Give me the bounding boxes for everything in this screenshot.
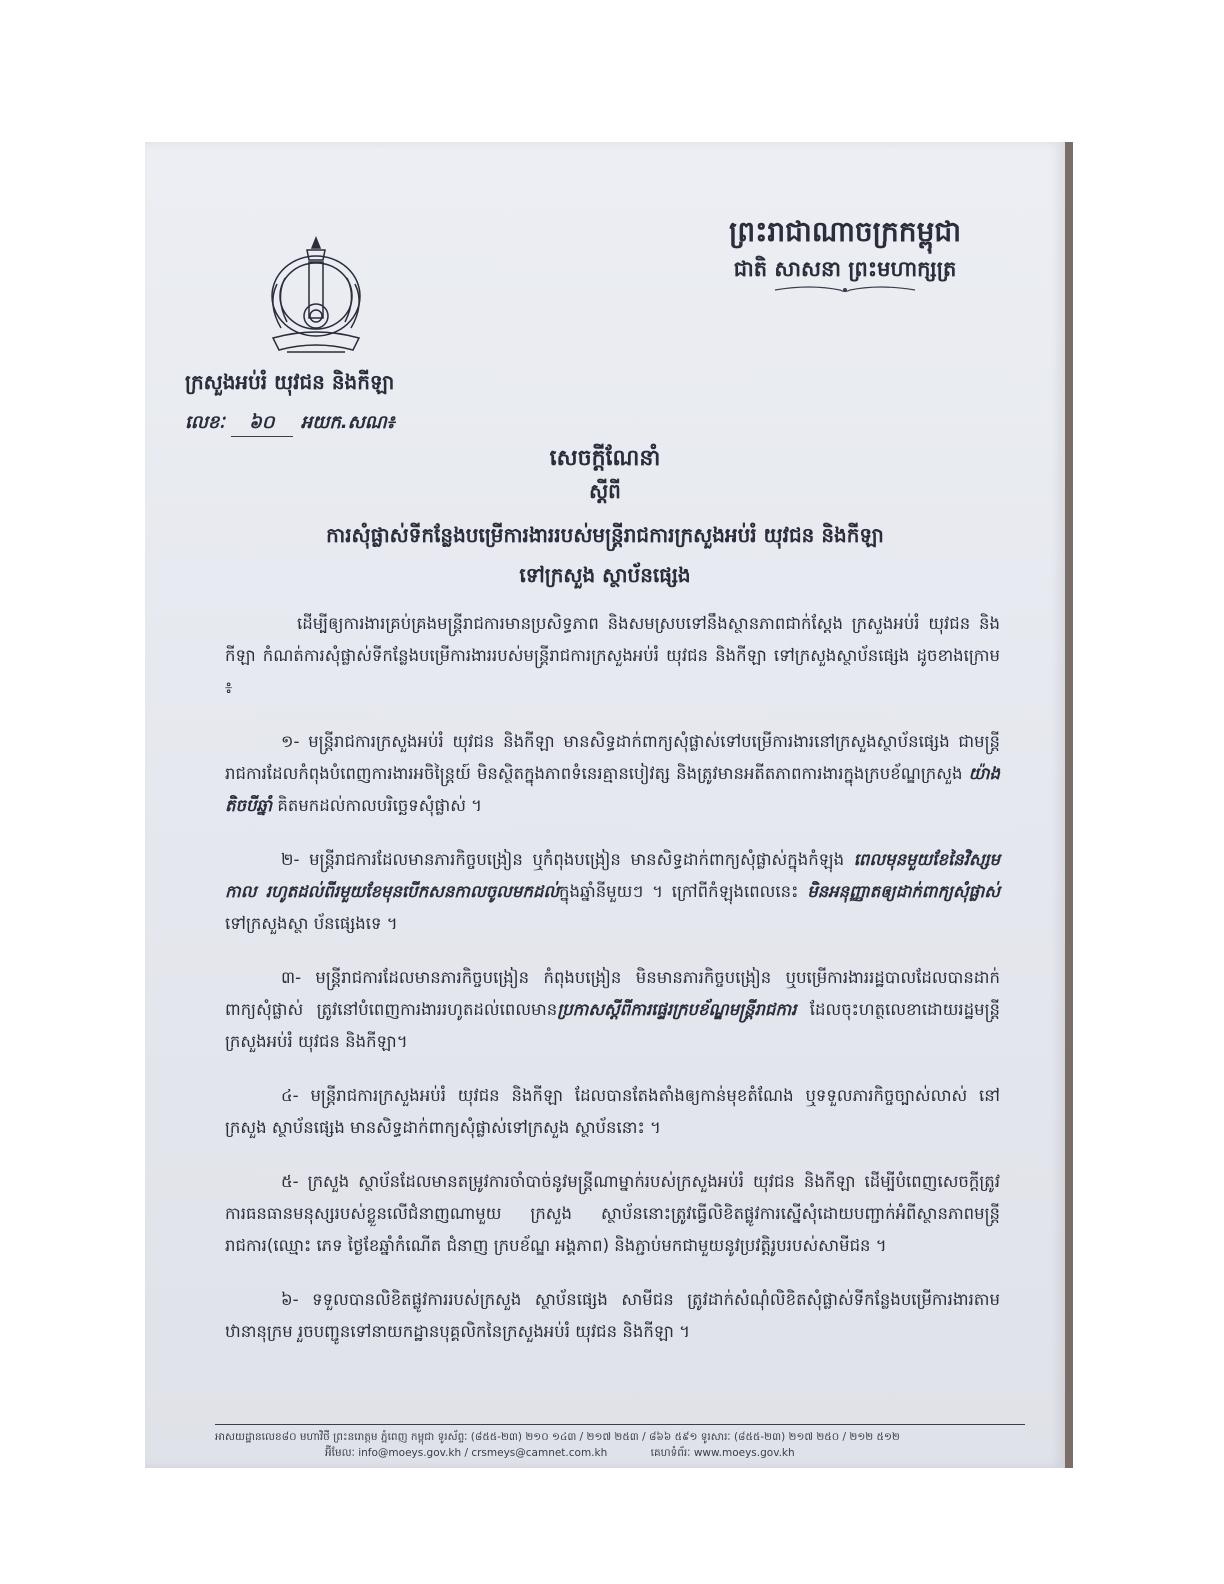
ref-number: ៦០ — [231, 410, 293, 437]
document-title: សេចក្តីណែនាំ — [549, 446, 661, 471]
clause-2 — [225, 844, 1000, 940]
document-photo — [145, 142, 1073, 1468]
clause-3 — [225, 962, 1000, 1058]
document-subject-line2: ទៅក្រសួង ស្ថាប័នផ្សេង — [519, 563, 691, 587]
ministry-name: ក្រសួងអប់រំ យុវជន និងកីឡា — [185, 370, 395, 394]
ref-code: អយក.សណ៖ — [300, 412, 395, 433]
letter-footer — [215, 1429, 1035, 1461]
reference-number — [185, 410, 395, 437]
clause-6: ៦- ទទួលបានលិខិតផ្លូវការរបស់ក្រសួង ស្ថាប័នផ្សេង សាមីជន ត្រូវដាក់សំណុំលិខិតសុំផ្លាស់ទីកន្លែងបម្រើការងារតាមឋានានុក្រម រួចបញ្ជូនទៅនាយកដ្ឋានបុគ្គលិកនៃក្រសួងអប់រំ យុវជន និងកីឡា ។ — [225, 1290, 1000, 1341]
letter-body — [225, 608, 1000, 1370]
clause-5: ៥- ក្រសួង ស្ថាប័នដែលមានតម្រូវការចាំបាច់នូវមន្ត្រីណាម្នាក់របស់ក្រសួងអប់រំ យុវជន និងកីឡា ដើម្បីបំពេញសេចក្តីត្រូវការធនធានមនុស្សរបស់ខ្លួនលើជំនាញណាមួយ ក្រសួង ស្ថាប័ននោះត្រូវធ្វើលិខិតផ្លូវការស្នើសុំដោយបញ្ជាក់អំពីស្ថានភាពមន្ត្រីរាជការ(ឈ្មោះ ភេទ ថ្ងៃខែឆ្នាំកំណើត ជំនាញ ក្របខ័ណ្ឌ អង្គភាព) និងភ្ជាប់មកជាមួយនូវប្រវត្តិរូបរបស់សាមីជន ។ — [225, 1172, 1000, 1255]
clause-4: ៤- មន្ត្រីរាជការក្រសួងអប់រំ យុវជន និងកីឡា ដែលបានតែងតាំងឲ្យកាន់មុខតំណែង ឬទទួលភារកិច្ចច្បាស់លាស់ នៅក្រសួង ស្ថាប័នផ្សេង មានសិទ្ធដាក់ពាក្យសុំផ្លាស់ទៅក្រសួង ស្ថាប័ននោះ ។ — [225, 1086, 1000, 1137]
clause-3-emphasis: ប្រកាសស្តីពីការផ្ទេរក្របខ័ណ្ឌមន្ត្រីរាជការ — [557, 1000, 797, 1019]
title-about: ស្តីពី — [589, 479, 621, 503]
ornament-flourish — [770, 284, 920, 296]
footer-divider — [215, 1424, 1025, 1425]
clause-1-text: ១- មន្ត្រីរាជការក្រសួងអប់រំ យុវជន និងកីឡា មានសិទ្ធដាក់ពាក្យសុំផ្លាស់ទៅបម្រើការងារនៅក្រសួងស្ថាប័នផ្សេង ជាមន្ត្រីរាជការដែលកំពុងបំពេញការងារអចិន្ត្រៃយ៍ មិនស្ថិតក្នុងភាពទំនេរគ្មានបៀវត្ស និងត្រូវមានអតីតភាពការងារក្នុងក្របខ័ណ្ឌក្រសួង — [225, 732, 1000, 783]
clause-3-text: ៣- មន្ត្រីរាជការដែលមានភារកិច្ចបង្រៀន កំពុងបង្រៀន មិនមានភារកិច្ចបង្រៀន ឬបម្រើការងាររដ្ឋបាលដែលបានដាក់ពាក្យសុំផ្លាស់ ត្រូវនៅបំពេញការងាររហូតដល់ពេលមាន — [225, 968, 1000, 1019]
clause-2-emphasis-2: មិនអនុញ្ញាតឲ្យដាក់ពាក្យសុំផ្លាស់ — [807, 882, 1000, 901]
clause-2-end: ទៅក្រសួងស្ថា ប័នផ្សេងទេ ។ — [225, 914, 398, 933]
footer-address: អាសយដ្ឋានលេខ៨០ មហាវិថី ព្រះនរោត្តម ភ្នំពេញ កម្ពុជា ទូរស័ព្ទៈ (៨៥៥-២៣) ២១០ ១៤៣ / ២១៧ ២៥៣ / ៨៦៦ ៥៩១ ទូរសារៈ (៨៥៥-២៣) ២១៧ ២៥០ / ២១២ ៥១២ — [215, 1431, 900, 1443]
clause-2-middle: ក្នុងឆ្នាំនីមួយៗ ។ ក្រៅពីកំឡុងពេលនេះ — [559, 882, 808, 901]
clause-2-text: ២- មន្ត្រីរាជការដែលមានភារកិច្ចបង្រៀន ឬកំពុងបង្រៀន មានសិទ្ធដាក់ពាក្យសុំផ្លាស់ក្នុងកំឡុង — [281, 850, 854, 869]
footer-email: info@moeys.gov.kh / crsmeys@camnet.com.kh — [358, 1447, 608, 1459]
national-motto: ជាតិ សាសនា ព្រះមហាក្សត្រ — [733, 257, 957, 281]
ministry-emblem-icon — [257, 234, 375, 362]
clause-2-emphasis: ពេលមុនមួយខែនៃវិស្សមកាល រហូតដល់ពីរមួយខែមុនបើកសនកាលចូលមកដល់ — [225, 850, 1000, 901]
clause-1-end: គិតមកដល់កាលបរិច្ឆេទសុំផ្លាស់ ។ — [272, 796, 483, 815]
kingdom-title: ព្រះរាជាណាចក្រកម្ពុជា — [728, 215, 961, 248]
document-subject: ការសុំផ្លាស់ទីកន្លែងបម្រើការងាររបស់មន្ត្រីរាជការក្រសួងអប់រំ យុវជន និងកីឡា — [326, 523, 884, 547]
letter-page — [145, 142, 1065, 1468]
footer-contacts — [215, 1445, 1035, 1461]
kingdom-header — [695, 214, 995, 296]
ref-label: លេខៈ — [185, 412, 225, 433]
email-label: អ៊ីមែលៈ — [325, 1447, 355, 1459]
clause-3-end: ដែលចុះហត្ថលេខាដោយរដ្ឋមន្ត្រីក្រសួងអប់រំ យុវជន និងកីឡា។ — [225, 1000, 1001, 1051]
web-label: គេហទំព័រៈ — [650, 1447, 691, 1459]
footer-website: www.moeys.gov.kh — [693, 1447, 795, 1459]
clause-1 — [225, 726, 1000, 822]
clause-1-emphasis: យ៉ាងតិចបីឆ្នាំ — [225, 764, 1000, 815]
intro-paragraph: ដើម្បីឲ្យការងារគ្រប់គ្រងមន្ត្រីរាជការមានប្រសិទ្ធភាព និងសមស្របទៅនឹងស្ថានភាពជាក់ស្តែង ក្រសួងអប់រំ យុវជន និងកីឡា កំណត់ការសុំផ្លាស់ទីកន្លែងបម្រើការងាររបស់មន្ត្រីរាជការក្រសួងអប់រំ យុវជន និងកីឡា ទៅក្រសួងស្ថាប័នផ្សេង ដូចខាងក្រោម ៖ — [225, 614, 1000, 697]
